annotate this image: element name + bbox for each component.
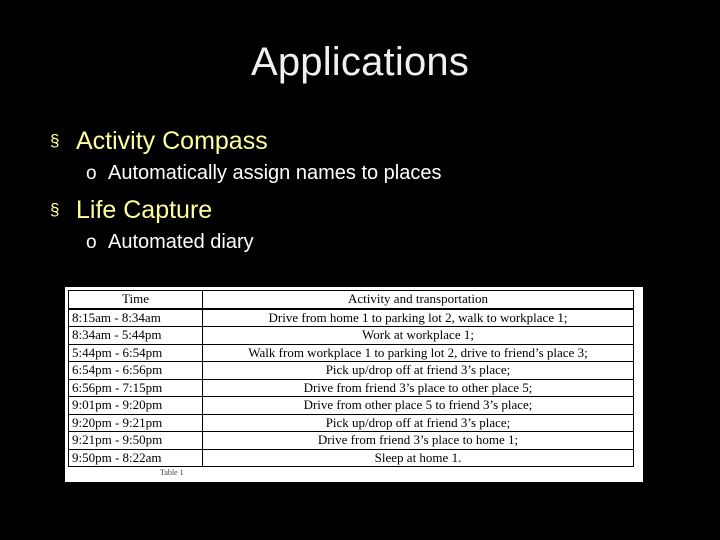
activity-cell: Drive from friend 3’s place to home 1;: [203, 432, 634, 450]
time-cell: 9:50pm - 8:22am: [69, 449, 203, 467]
time-cell: 5:44pm - 6:54pm: [69, 344, 203, 362]
table-row: [69, 362, 634, 380]
square-bullet-icon: §: [50, 200, 60, 219]
activity-cell: Drive from other place 5 to friend 3’s place;: [203, 397, 634, 415]
activity-cell: Work at workplace 1;: [203, 327, 634, 345]
table-row: [69, 432, 634, 450]
activity-cell: Pick up/drop off at friend 3’s place;: [203, 414, 634, 432]
diary-table-image: [65, 287, 643, 482]
time-cell: 9:20pm - 9:21pm: [69, 414, 203, 432]
table-row: [69, 327, 634, 345]
diary-table: [68, 290, 634, 467]
activity-cell: Pick up/drop off at friend 3’s place;: [203, 362, 634, 380]
bullet-label: Life Capture: [76, 196, 213, 224]
time-cell: 8:34am - 5:44pm: [69, 327, 203, 345]
table-caption-fragment: Table 1: [160, 468, 184, 477]
sub-bullet-label: Automatically assign names to places: [108, 162, 442, 184]
activity-cell: Walk from workplace 1 to parking lot 2, drive to friend’s place 3;: [203, 344, 634, 362]
table-row: [69, 414, 634, 432]
sub-bullet-label: Automated diary: [108, 231, 254, 253]
activity-cell: Drive from friend 3’s place to other place 5;: [203, 379, 634, 397]
table-row: [69, 379, 634, 397]
bullet-label: Activity Compass: [76, 127, 268, 155]
column-header-activity: Activity and transportation: [203, 291, 634, 309]
table-row: [69, 309, 634, 327]
time-cell: 6:54pm - 6:56pm: [69, 362, 203, 380]
circle-bullet-icon: o: [86, 163, 97, 184]
bullet-life-capture: [50, 193, 690, 227]
time-cell: 8:15am - 8:34am: [69, 309, 203, 327]
time-cell: 6:56pm - 7:15pm: [69, 379, 203, 397]
time-cell: 9:01pm - 9:20pm: [69, 397, 203, 415]
square-bullet-icon: §: [50, 131, 60, 150]
activity-cell: Sleep at home 1.: [203, 449, 634, 467]
slide-title: Applications: [250, 40, 470, 84]
table-row: [69, 449, 634, 467]
circle-bullet-icon: o: [86, 232, 97, 253]
bullet-activity-compass: [50, 124, 690, 158]
table-row: [69, 344, 634, 362]
table-header-row: [69, 291, 634, 309]
sub-bullet-automated-diary: [50, 229, 690, 256]
bullet-list: [50, 124, 690, 262]
sub-bullet-assign-names: [50, 160, 690, 187]
activity-cell: Drive from home 1 to parking lot 2, walk to workplace 1;: [203, 309, 634, 327]
time-cell: 9:21pm - 9:50pm: [69, 432, 203, 450]
column-header-time: Time: [69, 291, 203, 309]
table-row: [69, 397, 634, 415]
